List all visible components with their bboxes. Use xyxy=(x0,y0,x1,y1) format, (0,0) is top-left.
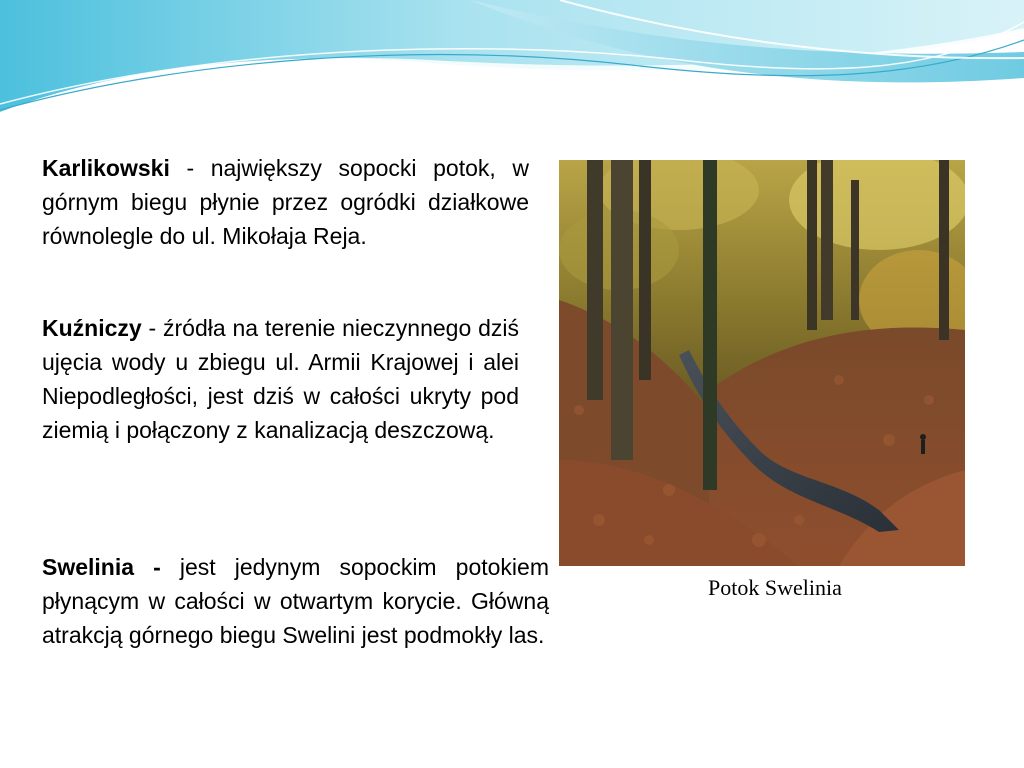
term-kuzniczy: Kuźniczy xyxy=(42,315,142,341)
desc-karlikowski: - największy sopocki potok, w górnym biegu płynie przez ogródki działkowe równolegle do ul. Mikołaja Reja. xyxy=(42,155,529,249)
forest-stream-photo xyxy=(559,160,965,566)
paragraph-karlikowski xyxy=(42,151,529,253)
desc-kuzniczy: - źródła na terenie nieczynnego dziś ujęcia wody u zbiegu ul. Armii Krajowej i alei Niepodległości, jest dziś w całości ukryty pod ziemią i połączony z kanalizacją deszczową. xyxy=(42,315,519,443)
paragraph-swelinia xyxy=(42,550,549,652)
header-wave-decoration xyxy=(0,0,1024,120)
desc-swelinia: jest jedynym sopockim potokiem płynącym w całości w otwartym korycie. Główną atrakcją górnego biegu Swelini jest podmokły las. xyxy=(42,554,549,648)
photo-caption: Potok Swelinia xyxy=(708,575,842,600)
term-karlikowski: Karlikowski xyxy=(42,155,170,181)
paragraph-kuzniczy xyxy=(42,311,519,447)
term-swelinia: Swelinia - xyxy=(42,554,161,580)
